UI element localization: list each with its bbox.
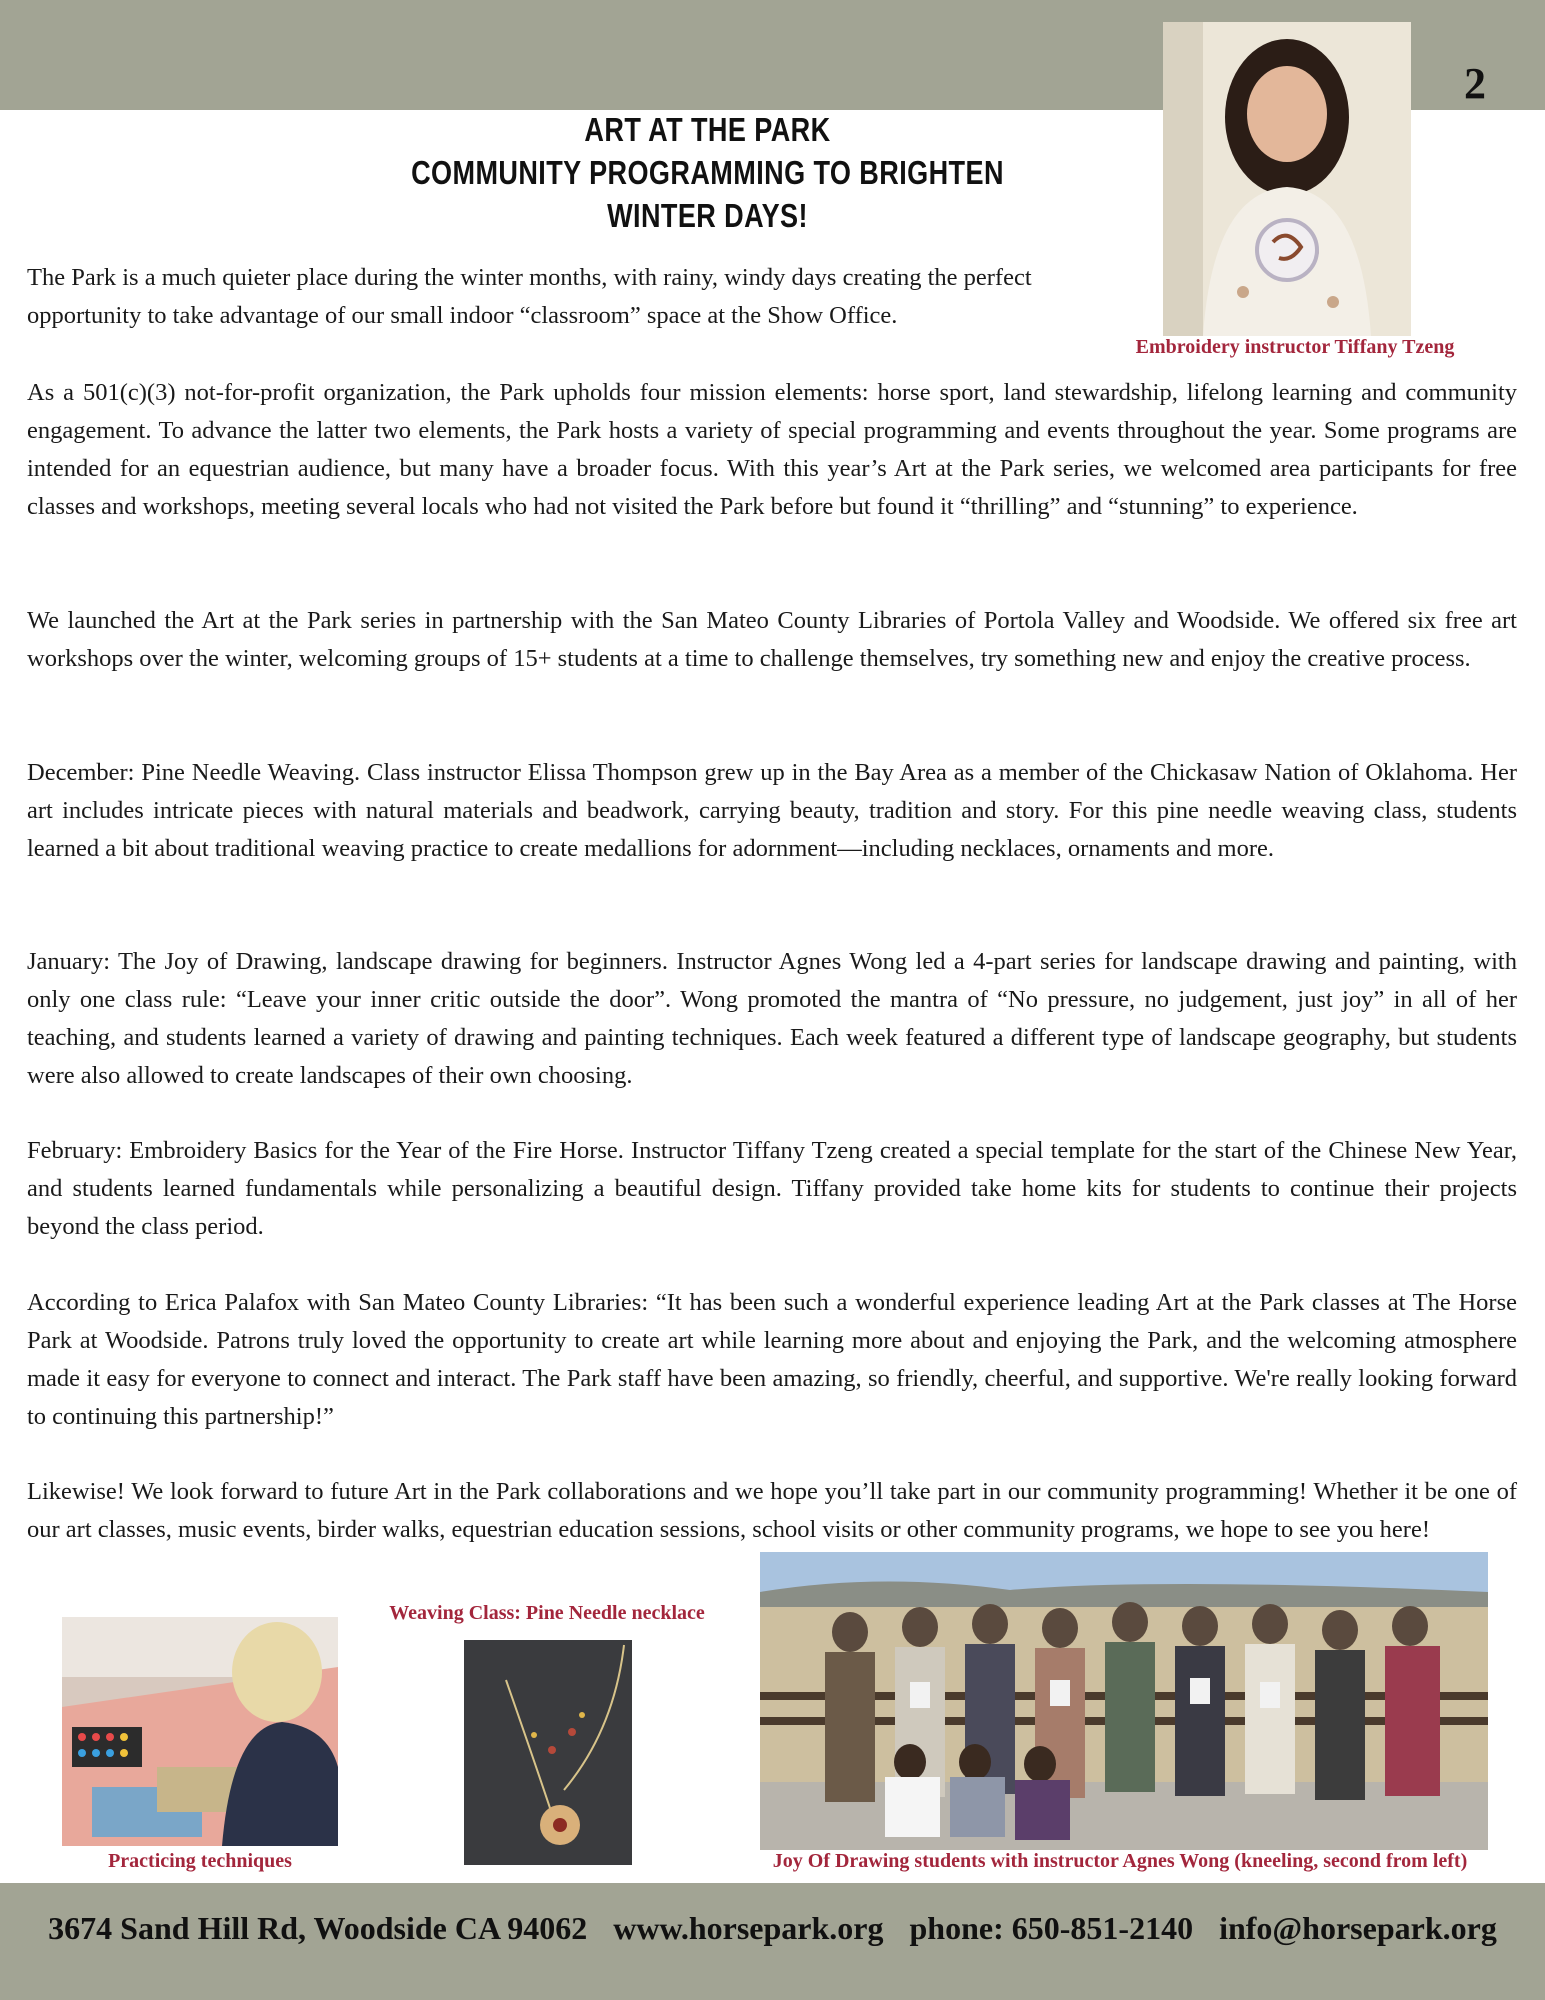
paragraph-closing: Likewise! We look forward to future Art in the Park collaborations and we hope you’ll take part in our community programming! Whether it be one of our art classes, music events, birder walks, equestrian education sessions, school visits or other community programs, we hope to see you here! <box>27 1478 1517 1543</box>
weaving-photo <box>464 1640 632 1865</box>
instructor-photo-caption: Embroidery instructor Tiffany Tzeng <box>1135 336 1455 358</box>
weaving-caption: Weaving Class: Pine Needle necklace <box>389 1602 705 1624</box>
paragraph-january: January: The Joy of Drawing, landscape drawing for beginners. Instructor Agnes Wong led a 4-part series for landscape drawing and painting, with only one class rule: “Leave your inner critic outside the door”. Wong promoted the mantra of “No pressure, no judgement, just joy” in all of her teaching, and students learned a variety of drawing and painting techniques. Each week featured a different type of landscape geography, but students were also allowed to create landscapes of their own choosing. <box>27 948 1517 1089</box>
footer-address: 3674 Sand Hill Rd, Woodside CA 94062 <box>48 1910 588 1946</box>
instructor-photo <box>1163 22 1411 336</box>
paragraph-quote: According to Erica Palafox with San Mateo County Libraries: “It has been such a wonderful experience leading Art at the Park classes at The Horse Park at Woodside. Patrons truly loved the opportunity to create art while learning more about and enjoying the Park, and the welcoming atmosphere made it easy for everyone to connect and interact. The Park staff have been amazing, so friendly, cheerful, and supportive. We're really looking forward to continuing this partnership!” <box>27 1289 1517 1430</box>
title-line-2: COMMUNITY PROGRAMMING TO BRIGHTEN WINTER DAYS! <box>411 154 1004 234</box>
paragraph-february: February: Embroidery Basics for the Year of the Fire Horse. Instructor Tiffany Tzeng created a special template for the start of the Chinese New Year, and students learned fundamentals while personalizing a beautiful design. Tiffany provided take home kits for students to continue their projects beyond the class period. <box>27 1137 1517 1240</box>
page-number: 2 <box>1464 59 1486 108</box>
footer-phone: phone: 650-851-2140 <box>909 1910 1194 1946</box>
practicing-caption: Practicing techniques <box>108 1850 292 1872</box>
group-photo-caption: Joy Of Drawing students with instructor Agnes Wong (kneeling, second from left) <box>772 1850 1468 1872</box>
contact-info <box>0 1910 1545 1947</box>
paragraph-intro: The Park is a much quieter place during the winter months, with rainy, windy days creating the perfect opportunity to take advantage of our small indoor “classroom” space at the Show Office. <box>27 264 1032 329</box>
footer-email[interactable]: info@horsepark.org <box>1219 1910 1497 1946</box>
title-line-1: ART AT THE PARK <box>584 111 831 148</box>
group-photo <box>760 1552 1488 1850</box>
practicing-photo <box>62 1617 338 1846</box>
paragraph-mission: As a 501(c)(3) not-for-profit organization, the Park upholds four mission elements: horse sport, land stewardship, lifelong learning and community engagement. To advance the latter two elements, the Park hosts a variety of special programming and events throughout the year. Some programs are intended for an equestrian audience, but many have a broader focus. With this year’s Art at the Park series, we welcomed area participants for free classes and workshops, meeting several locals who had not visited the Park before but found it “thrilling” and “stunning” to experience. <box>27 379 1517 520</box>
article-title <box>365 108 1050 237</box>
footer-website[interactable]: www.horsepark.org <box>613 1910 884 1946</box>
paragraph-partnership: We launched the Art at the Park series in partnership with the San Mateo County Libraries of Portola Valley and Woodside. We offered six free art workshops over the winter, welcoming groups of 15+ students at a time to challenge themselves, try something new and enjoy the creative process. <box>27 607 1517 672</box>
paragraph-december: December: Pine Needle Weaving. Class instructor Elissa Thompson grew up in the Bay Area as a member of the Chickasaw Nation of Oklahoma. Her art includes intricate pieces with natural materials and beadwork, carrying beauty, tradition and story. For this pine needle weaving class, students learned a bit about traditional weaving practice to create medallions for adornment—including necklaces, ornaments and more. <box>27 759 1517 862</box>
